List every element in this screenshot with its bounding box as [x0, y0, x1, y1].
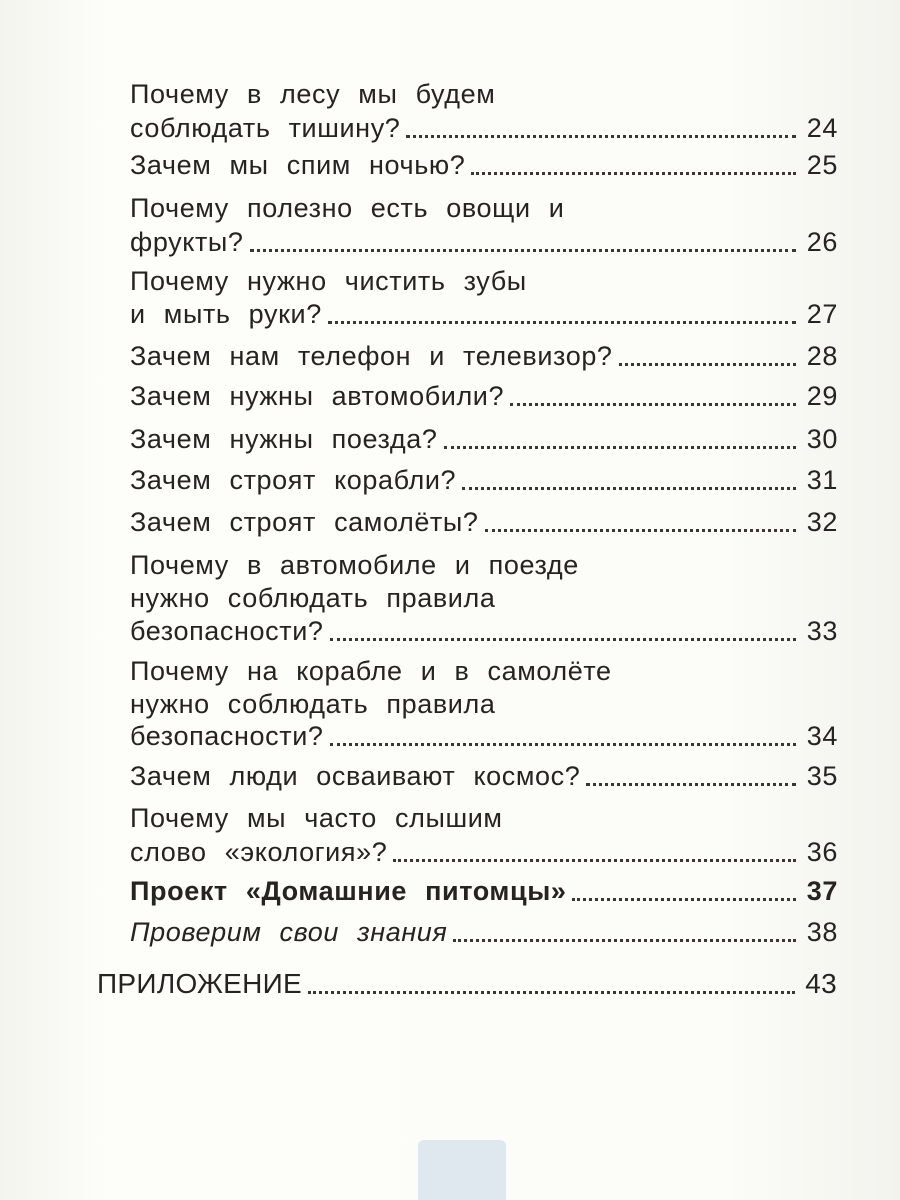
- toc-entry-text: Проверим свои знания: [130, 917, 448, 947]
- toc-entry-ecology: [130, 834, 838, 870]
- toc-entry-planes: [130, 504, 838, 540]
- toc-entry-ship-safety-line2: нужно соблюдать правила: [130, 689, 496, 719]
- page-number: 35: [806, 761, 838, 791]
- toc-entry-check-knowledge: [130, 914, 838, 950]
- toc-entry-ship-safety-line1: Почему на корабле и в самолёте: [130, 656, 612, 686]
- dot-leader: [330, 638, 796, 641]
- toc-entry-text: Зачем нам телефон и телевизор?: [130, 341, 613, 371]
- toc-entry-text: ПРИЛОЖЕНИЕ: [97, 968, 303, 999]
- toc-entry-text: Зачем строят корабли?: [130, 465, 457, 495]
- page-number: 24: [806, 113, 838, 143]
- page-number: 28: [806, 341, 838, 371]
- page-number: 37: [806, 876, 838, 906]
- page-number: 30: [806, 424, 838, 454]
- page-number: 31: [806, 465, 838, 495]
- toc-entry-car-safety: [130, 613, 838, 649]
- toc-entry-teeth: [130, 296, 838, 332]
- toc-entry-ship-safety: [130, 718, 838, 754]
- toc-entry-ecology-line1: Почему мы часто слышим: [130, 803, 503, 833]
- dot-leader: [250, 249, 796, 252]
- toc-entry-appendix: [97, 966, 837, 1002]
- dot-leader: [510, 403, 796, 406]
- dot-leader: [471, 172, 796, 175]
- toc-entry-text: соблюдать тишину?: [130, 113, 401, 143]
- toc-entry-space: [130, 758, 838, 794]
- page-number: 26: [806, 227, 838, 257]
- toc-entry-ships: [130, 462, 838, 498]
- dot-leader: [485, 529, 796, 532]
- toc-entry-text: Зачем нужны поезда?: [130, 424, 438, 454]
- toc-entry-forest-line1: Почему в лесу мы будем: [130, 79, 496, 109]
- toc-entry-text: Проект «Домашние питомцы»: [130, 876, 567, 906]
- toc-entry-vegetables: [130, 224, 838, 260]
- toc-entry-phone: [130, 338, 838, 374]
- dot-leader: [444, 446, 796, 449]
- toc-entry-text: фрукты?: [130, 227, 244, 257]
- page-number: 43: [805, 968, 837, 999]
- page-number: 27: [806, 299, 838, 329]
- dot-leader: [330, 743, 796, 746]
- dot-leader: [406, 135, 796, 138]
- toc-entry-text: безопасности?: [130, 616, 324, 646]
- page-number: 34: [806, 721, 838, 751]
- dot-leader: [572, 898, 796, 901]
- toc-entry-text: Зачем нужны автомобили?: [130, 381, 505, 411]
- page-number: 38: [806, 917, 838, 947]
- toc-entry-trains: [130, 421, 838, 457]
- toc-entry-vegetables-line1: Почему полезно есть овощи и: [130, 193, 565, 223]
- toc-entry-cars: [130, 378, 838, 414]
- dot-leader: [462, 487, 796, 490]
- toc-entry-forest: [130, 110, 838, 146]
- toc-entry-sleep: [130, 147, 838, 183]
- dot-leader: [619, 363, 796, 366]
- toc-entry-car-safety-line2: нужно соблюдать правила: [130, 583, 496, 613]
- page-number: 25: [806, 150, 838, 180]
- toc-entry-project-pets: [130, 873, 838, 909]
- toc-entry-teeth-line1: Почему нужно чистить зубы: [130, 266, 527, 296]
- dot-leader: [328, 321, 796, 324]
- page-number: 29: [806, 381, 838, 411]
- toc-entry-car-safety-line1: Почему в автомобиле и поезде: [130, 550, 579, 580]
- toc-entry-text: безопасности?: [130, 721, 324, 751]
- toc-entry-text: и мыть руки?: [130, 299, 322, 329]
- toc-entry-text: Зачем мы спим ночью?: [130, 150, 466, 180]
- page-tab-marker: [418, 1140, 506, 1200]
- page-number: 36: [806, 837, 838, 867]
- toc-entry-text: слово «экология»?: [130, 837, 388, 867]
- dot-leader: [586, 783, 796, 786]
- page-number: 33: [806, 616, 838, 646]
- toc-entry-text: Зачем строят самолёты?: [130, 507, 479, 537]
- dot-leader: [393, 859, 796, 862]
- dot-leader: [453, 939, 796, 942]
- page-number: 32: [806, 507, 838, 537]
- toc-entry-text: Зачем люди осваивают космос?: [130, 761, 581, 791]
- dot-leader: [308, 991, 795, 994]
